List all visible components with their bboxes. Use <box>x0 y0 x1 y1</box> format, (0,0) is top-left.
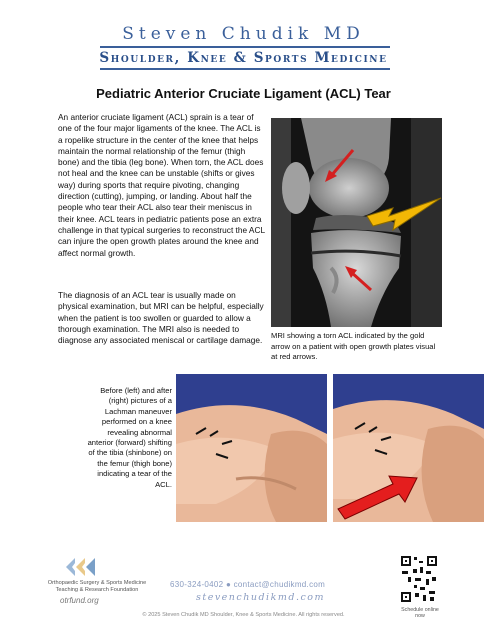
diagnosis-paragraph: The diagnosis of an ACL tear is usually made on physical examination, but MRI can be helpful, especially when the patient is too swollen or guarded to allow a thorough examination. The MRI also is needed to diagnose any associated meniscal or cartilage damage. <box>58 290 264 346</box>
copyright-notice: © 2025 Steven Chudik MD Shoulder, Knee & Sports Medicine. All rights reserved. <box>142 612 345 618</box>
foundation-url[interactable]: otrfund.org <box>60 596 99 605</box>
mri-caption: MRI showing a torn ACL indicated by the gold arrow on a patient with open growth plates visual at red arrows. <box>271 331 436 361</box>
lachman-before-photo <box>176 374 327 522</box>
foundation-name: Orthopaedic Surgery & Sports Medicine Teaching & Research Foundation <box>47 580 147 593</box>
lachman-after-photo <box>333 374 484 522</box>
brand-name: Steven Chudik MD <box>122 24 365 44</box>
intro-paragraph: An anterior cruciate ligament (ACL) sprain is a tear of one of the four major ligaments of the knee. The ACL is a ropelike structure in the center of the knee that helps maintain the normal relationship of the femur (thigh bone) and the tibia (leg bone). When torn, the ACL does not heal and the knee can be unstable (shifts or gives way) during sports that require pivoting, changing direction (cutting), jumping, or landing. About half the people who tear their ACL also tear their meniscus in their knee. ACL tears in pediatric patients pose an extra challenge in that typical surgeries to reconstruct the ACL can injure the open growth plates around the knee and affect normal growth. <box>58 112 265 258</box>
qr-code-icon[interactable] <box>400 555 438 603</box>
contact-info[interactable]: 630-324-0402 ● contact@chudikmd.com <box>170 580 326 589</box>
header-divider <box>100 46 390 48</box>
brand-tagline: Shoulder, Knee & Sports Medicine <box>99 50 388 66</box>
red-arrow-lower-icon <box>271 118 442 327</box>
foundation-logo-icon <box>62 554 96 580</box>
header-divider-bottom <box>100 68 390 70</box>
mri-image <box>271 118 442 327</box>
page-title: Pediatric Anterior Cruciate Ligament (ACL) Tear <box>96 86 391 101</box>
red-shift-arrow-icon <box>333 374 484 522</box>
website-link[interactable]: stevenchudikmd.com <box>196 592 326 603</box>
lachman-caption: Before (left) and after (right) pictures of a Lachman maneuver performed on a knee revealing abnormal anterior (forward) shifting of the tibia (shinbone) on the femur (thigh bone) indicating a tear of the ACL. <box>87 386 172 489</box>
qr-caption: Schedule online now <box>401 607 439 619</box>
